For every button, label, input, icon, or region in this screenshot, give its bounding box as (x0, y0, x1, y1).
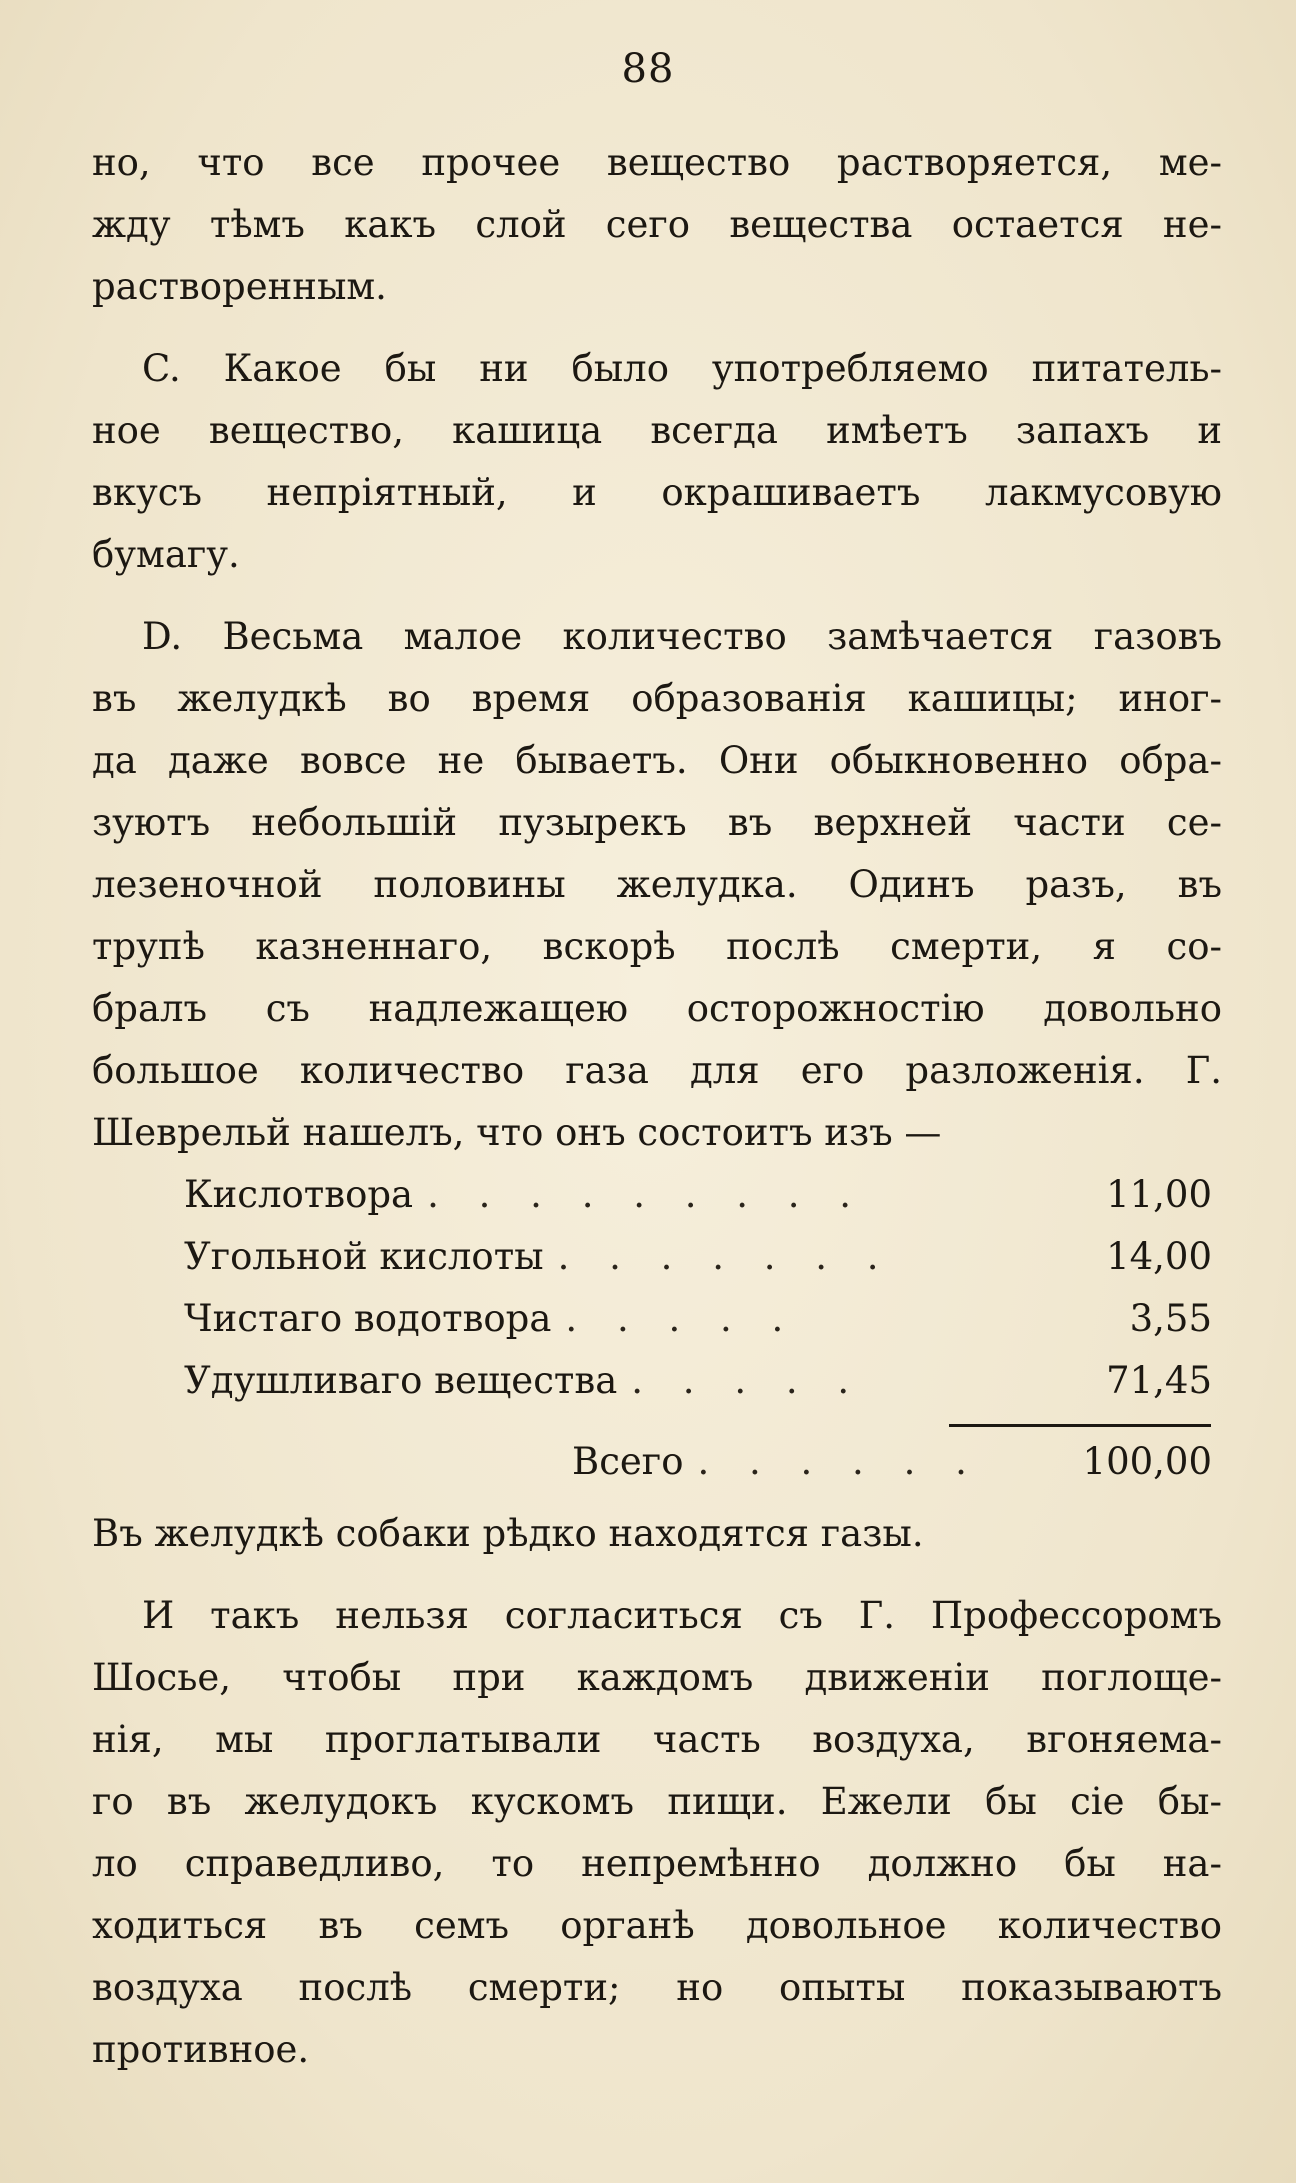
text-line: бумагу. (92, 533, 240, 576)
paragraph-dog-stomach (92, 1503, 1222, 1565)
leader-dots: . . . . . . . . . (427, 1173, 866, 1216)
text-line: да даже вовсе не бываетъ. Они обыкновенно обра- (92, 739, 1222, 782)
gas-name: Удушливаго вещества (184, 1359, 618, 1402)
text-line: И такъ нельзя согласиться съ Г. Профессоромъ (142, 1594, 1222, 1637)
text-line: ное вещество, кашица всегда имѣетъ запахъ и (92, 409, 1222, 452)
text-line: растворенным. (92, 265, 387, 308)
paragraph-c (92, 338, 1222, 586)
page-text (92, 132, 1222, 2101)
text-line: лезеночной половины желудка. Одинъ разъ, въ (92, 863, 1222, 906)
text-line: D. Весьма малое количество замѣчается газовъ (142, 615, 1222, 658)
table-total-row (572, 1431, 1212, 1493)
text-line: Шеврельй нашелъ, что онъ состоитъ изъ — (92, 1111, 942, 1154)
text-line: нія, мы проглатывали часть воздуха, вгоняема- (92, 1718, 1222, 1761)
total-rule (949, 1424, 1211, 1427)
text-line: ходиться въ семъ органѣ довольное количество (92, 1904, 1222, 1947)
text-line: го въ желудокъ кускомъ пищи. Ежели бы сіе бы- (92, 1780, 1222, 1823)
gas-value: 71,45 (1106, 1359, 1212, 1402)
text-line: большое количество газа для его разложенія. Г. (92, 1049, 1222, 1092)
leader-dots: . . . . . . . (557, 1235, 893, 1278)
gas-name: Угольной кислоты (184, 1235, 544, 1278)
total-label: Всего (572, 1440, 684, 1483)
table-row (184, 1164, 1212, 1226)
text-line: но, что все прочее вещество растворяется, ме- (92, 141, 1222, 184)
paragraph-d (92, 606, 1222, 1164)
text-line: въ желудкѣ во время образованія кашицы; иног- (92, 677, 1222, 720)
text-line: воздуха послѣ смерти; но опыты показываютъ (92, 1966, 1222, 2009)
leader-dots: . . . . . (565, 1297, 798, 1340)
text-line: трупѣ казненнаго, вскорѣ послѣ смерти, я со- (92, 925, 1222, 968)
text-line: Шосье, чтобы при каждомъ движеніи поглоще- (92, 1656, 1222, 1699)
leader-dots: . . . . . (631, 1359, 864, 1402)
gas-value: 3,55 (1129, 1297, 1212, 1340)
gas-composition-table (92, 1164, 1222, 1493)
text-line: C. Какое бы ни было употребляемо питатель- (142, 347, 1222, 390)
gas-name: Кислотвора (184, 1173, 414, 1216)
table-row (184, 1350, 1212, 1412)
page-number: 88 (621, 46, 675, 92)
text-line: противное. (92, 2028, 310, 2071)
leader-dots: . . . . . . (697, 1440, 981, 1483)
gas-name: Чистаго водотвора (184, 1297, 552, 1340)
total-value: 100,00 (1082, 1440, 1212, 1483)
gas-value: 14,00 (1106, 1235, 1212, 1278)
gas-value: 11,00 (1106, 1173, 1212, 1216)
text-line: ло справедливо, то непремѣнно должно бы на- (92, 1842, 1222, 1885)
table-row (184, 1226, 1212, 1288)
table-row (184, 1288, 1212, 1350)
paragraph-conclusion (92, 1585, 1222, 2081)
text-line: зуютъ небольшій пузырекъ въ верхней части се- (92, 801, 1222, 844)
text-line: Въ желудкѣ собаки рѣдко находятся газы. (92, 1512, 924, 1555)
text-line: вкусъ непріятный, и окрашиваетъ лакмусовую (92, 471, 1222, 514)
paragraph-continuation (92, 132, 1222, 318)
text-line: жду тѣмъ какъ слой сего вещества остается не- (92, 203, 1222, 246)
text-line: бралъ съ надлежащею осторожностію довольно (92, 987, 1222, 1030)
